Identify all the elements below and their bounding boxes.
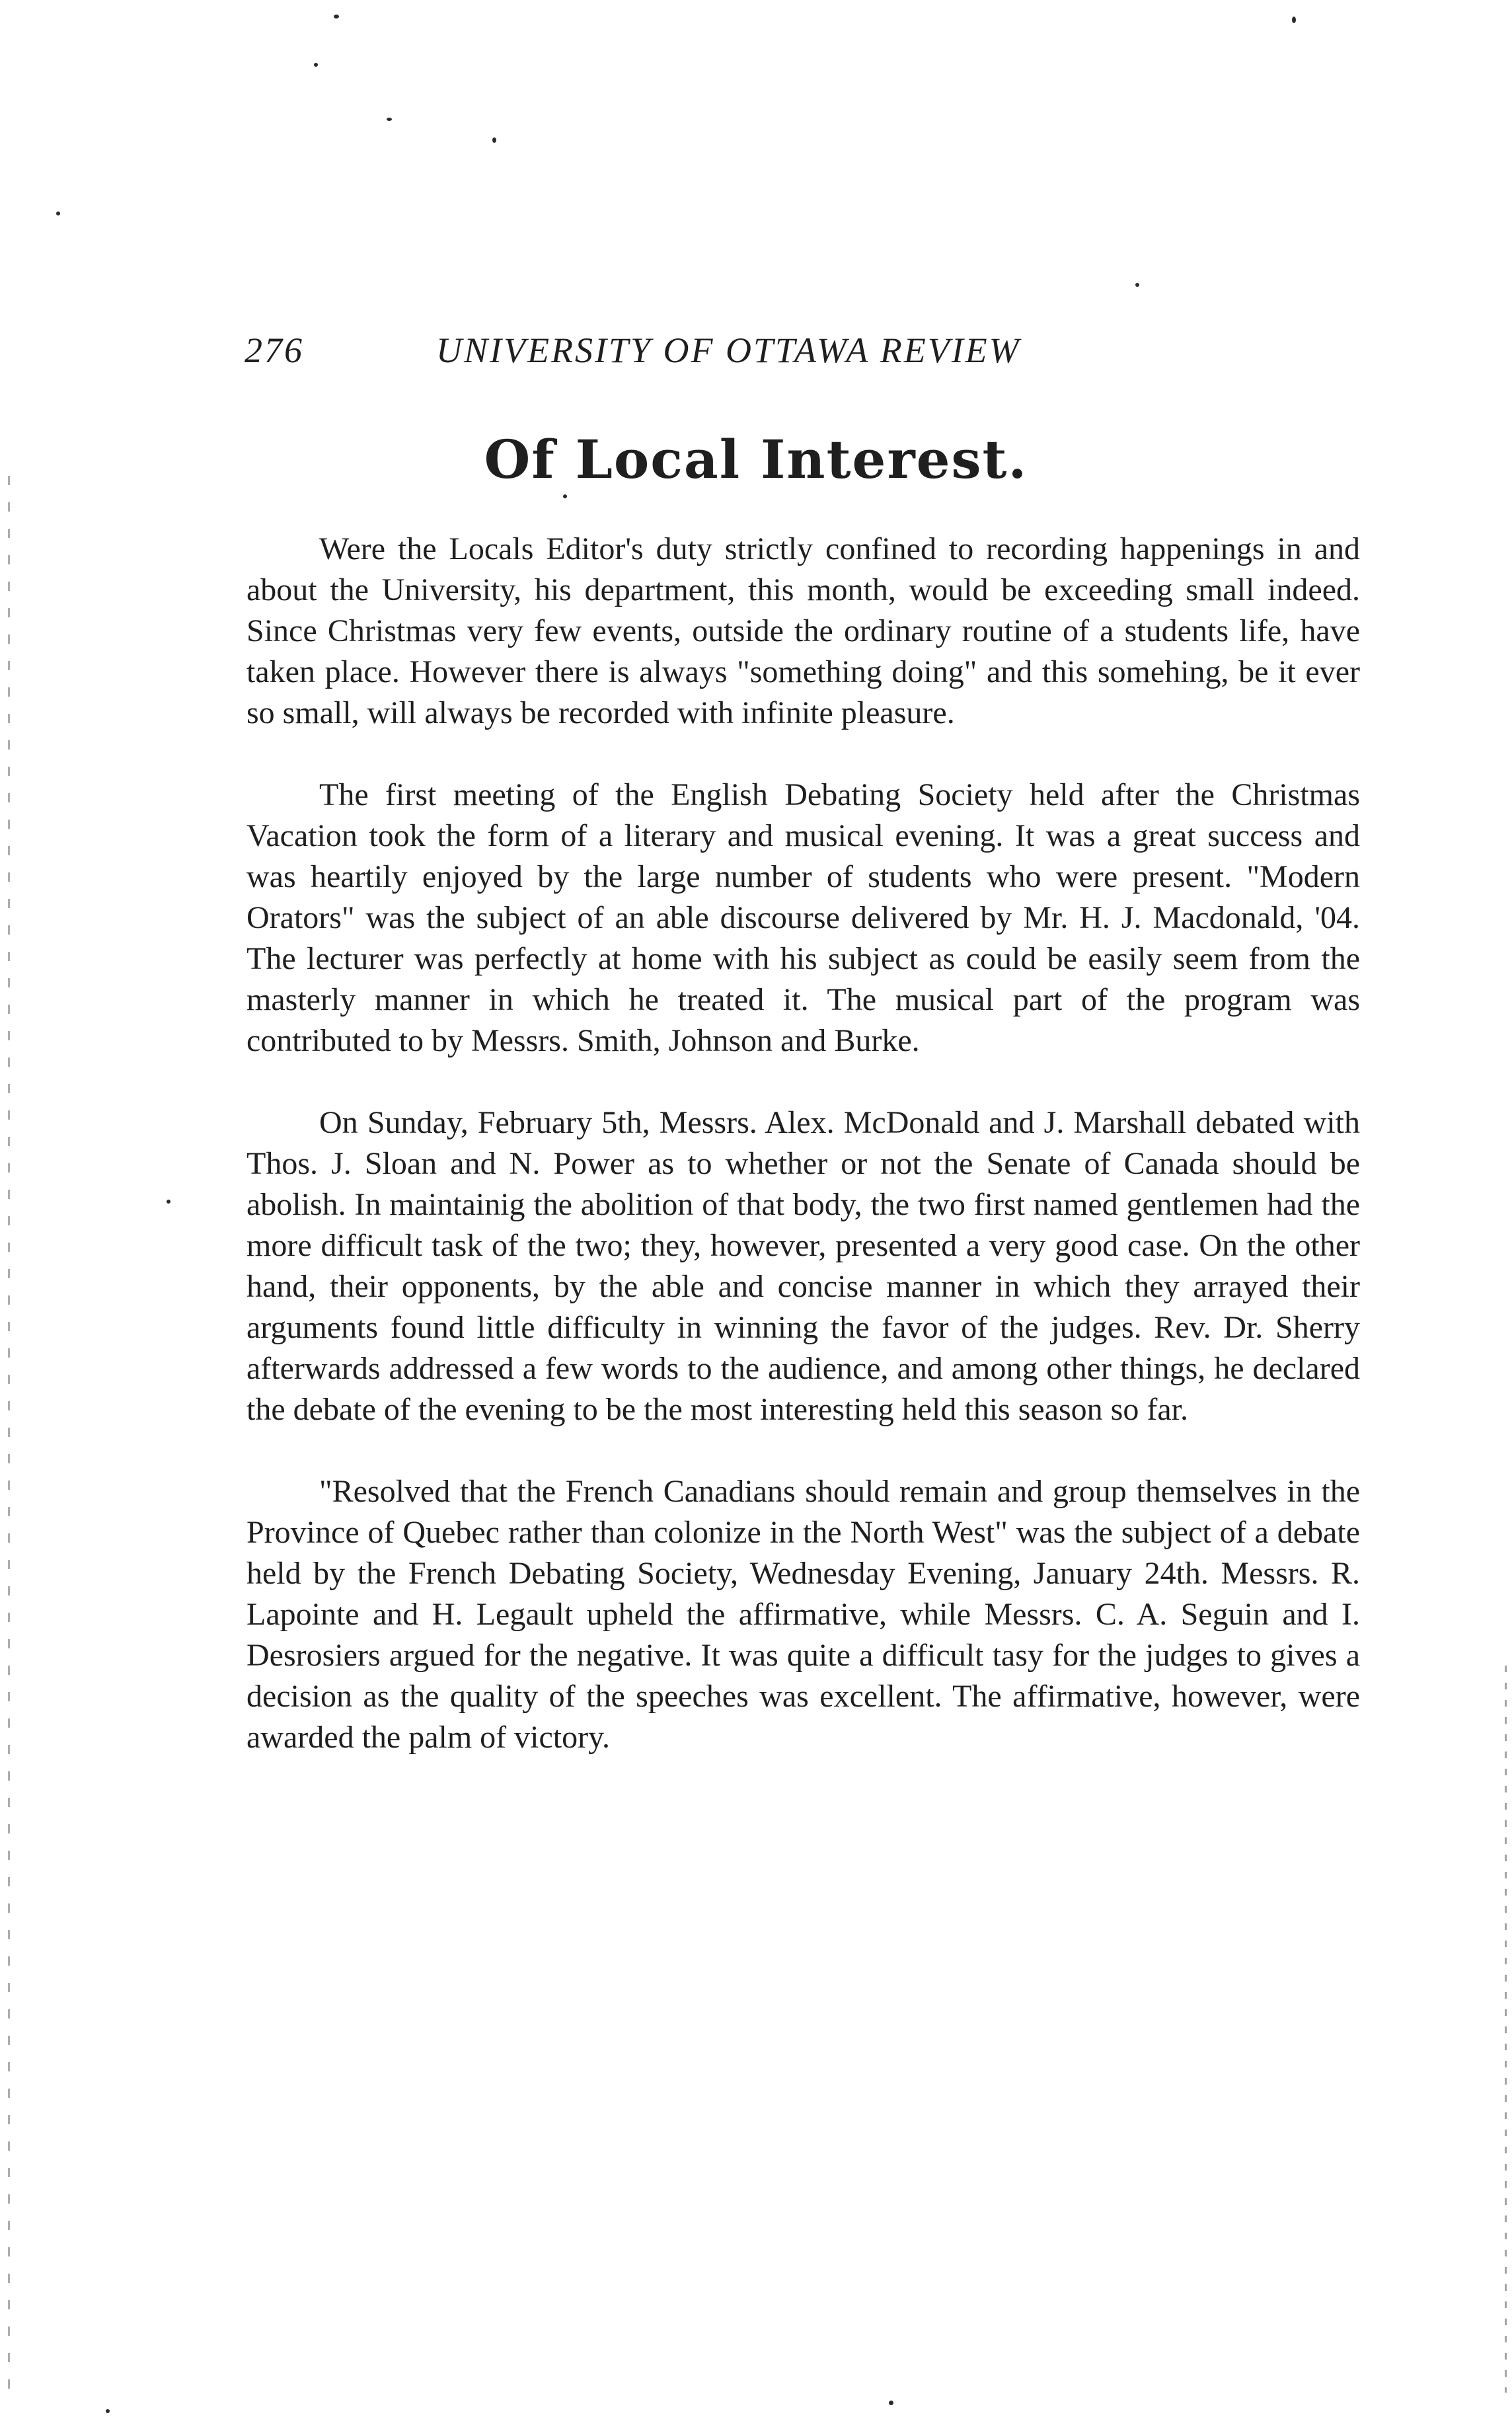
journal-title: UNIVERSITY OF OTTAWA REVIEW [436,330,1021,370]
scan-speck [106,2409,110,2413]
scan-speck [314,63,318,67]
running-header [245,327,1368,373]
paragraph: On Sunday, February 5th, Messrs. Alex. McDonald and J. Marshall debated with Thos. J. Sloan and N. Power as to whether or not the Senate of Canada should be abolish. In maintainig the abolition of that body, the two first named gentlemen had the more difficult task of the two; they, however, presented a very good case. On the other hand, their opponents, by the able and concise manner in which they arrayed their arguments found little difficulty in winning the favor of the judges. Rev. Dr. Sherry afterwards addressed a few words to the audience, and among other things, he declared the debate of the evening to be the most interesting held this season so far. [246,1105,1360,1427]
scan-speck [492,137,496,143]
scan-edge-left [8,476,10,2393]
scan-speck [167,1200,170,1204]
scan-speck [56,212,60,215]
scan-speck [334,15,339,19]
scan-speck [889,2401,893,2405]
scan-speck [1135,283,1139,287]
scan-edge-right [1505,1666,1507,2393]
paragraph: Were the Locals Editor's duty strictly confined to recording happenings in and about the University, his department, this month, would be exceeding small indeed. Since Christmas very few events, outside the ordinary routine of a students life, have taken place. However there is always "something doing" and this somehing, be it ever so small, will always be recorded with infinite pleasure. [246,531,1360,730]
paragraph: "Resolved that the French Canadians should remain and group themselves in the Province of Quebec rather than colonize in the North West" was the subject of a debate held by the French Debating Society, Wednesday Evening, January 24th. Messrs. R. Lapointe and H. Legault upheld the affirmative, while Messrs. C. A. Seguin and I. Desrosiers argued for the negative. It was quite a difficult tasy for the judges to gives a decision as the quality of the speeches was excellent. The affirmative, however, were awarded the palm of victory. [246,1474,1360,1755]
article-body [246,529,1360,1758]
paragraph: The first meeting of the English Debating Society held after the Christmas Vacation took the form of a literary and musical evening. It was a great success and was heartily enjoyed by the large number of students who were present. "Modern Orators" was the subject of an able discourse delivered by Mr. H. J. Macdonald, '04. The lecturer was perfectly at home with his subject as could be easily seem from the masterly manner in which he treated it. The musical part of the program was contributed to by Messrs. Smith, Johnson and Burke. [246,777,1360,1058]
scan-speck [387,118,392,121]
page-number: 276 [245,330,304,370]
scan-speck [1292,17,1296,23]
section-title: Of Local Interest. [484,428,1028,490]
